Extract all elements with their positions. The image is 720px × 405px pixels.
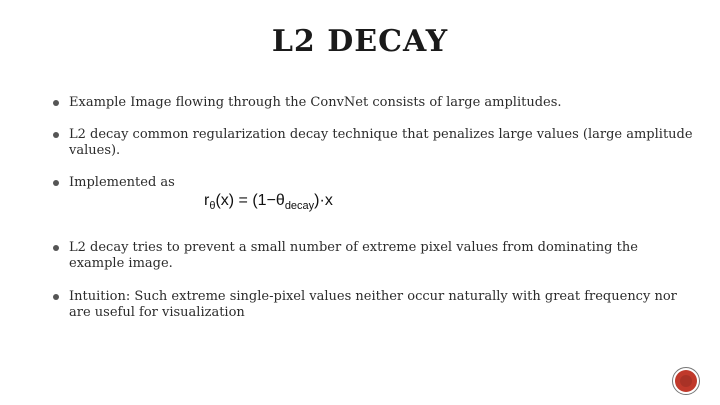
bullet-text-1: Example Image flowing through the ConvNet consists of large amplitudes.: [69, 95, 562, 110]
bullet-text-2: L2 decay common regularization decay technique that penalizes large values (large amplitude values).: [69, 127, 693, 158]
formula-middle: (x) = (1−θ: [215, 192, 285, 209]
bullet-text-3: Implemented as: [69, 175, 175, 190]
bullet-text-4: L2 decay tries to prevent a small number of extreme pixel values from dominating the example image.: [69, 240, 638, 271]
slide-number-badge-icon: [671, 366, 701, 396]
formula-theta-subscript: θ: [209, 200, 216, 213]
slide-title: L2 DECAY: [271, 24, 449, 59]
bullet-text-5: Intuition: Such extreme single-pixel values neither occur naturally with great frequency nor are useful for visualization: [69, 289, 677, 320]
bullet-dot-icon: [53, 132, 59, 138]
bullet-item-1: [53, 95, 693, 111]
formula-end: )·x: [314, 192, 333, 209]
bullet-dot-icon: [53, 294, 59, 300]
formula-decay-subscript: decay: [284, 200, 315, 213]
bullet-item-4: [53, 240, 693, 272]
bullet-item-5: [53, 289, 693, 321]
l2-decay-formula: [204, 192, 333, 212]
bullet-dot-icon: [53, 180, 59, 186]
bullet-dot-icon: [53, 100, 59, 106]
bullet-item-2: [53, 127, 693, 159]
formula-r: r: [204, 192, 210, 209]
bullet-item-3: [53, 175, 693, 191]
bullet-dot-icon: [53, 245, 59, 251]
